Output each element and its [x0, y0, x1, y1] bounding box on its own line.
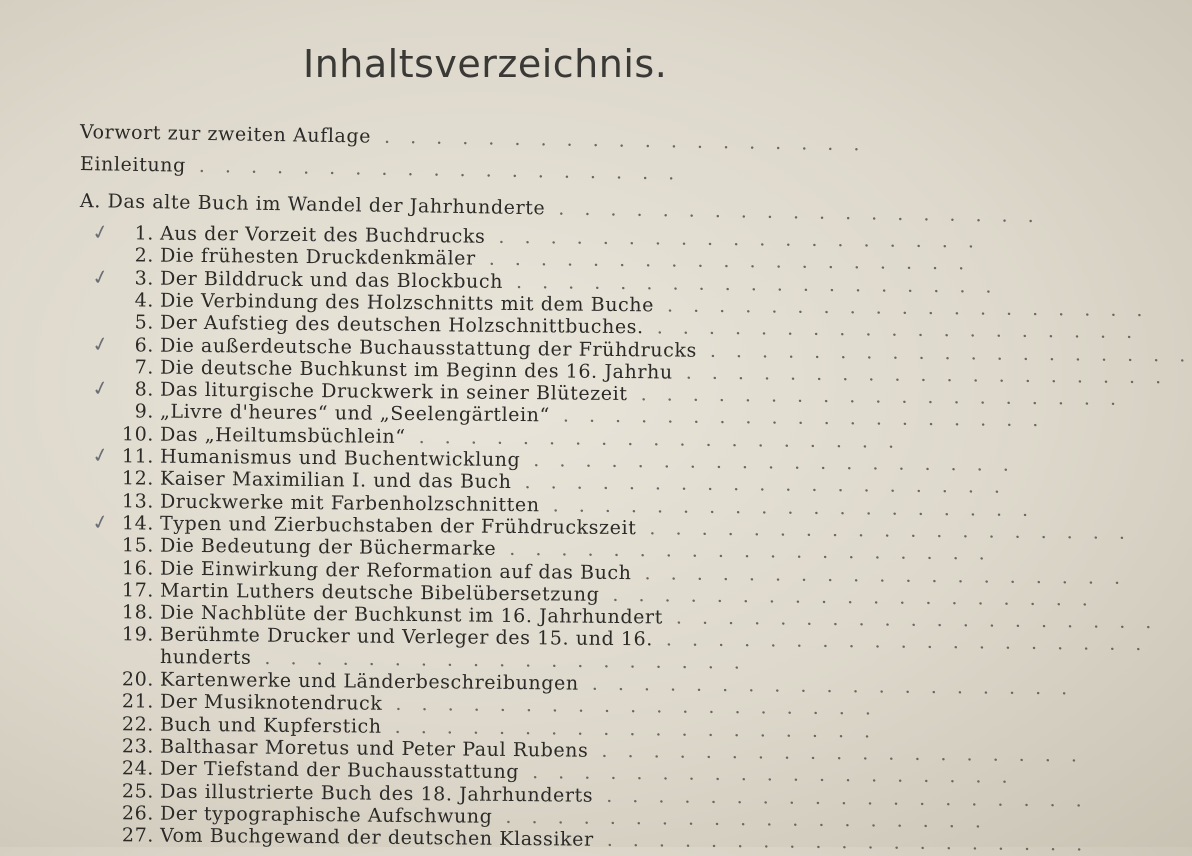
entry-title: Der Aufstieg des deutschen Holzschnittbuches.: [159, 311, 644, 339]
front-matter-entry: [80, 121, 867, 155]
leader-dots: . . . . . . . . . . . . . . . . . . .: [588, 739, 1085, 767]
leader-dots: . . . . . . . . . . . . . . . . . . .: [475, 247, 972, 275]
continuation-text: hunderts: [159, 645, 252, 669]
pencil-check-icon: ✓: [89, 508, 112, 536]
entry-title: Der Tiefstand der Buchausstattung: [159, 757, 520, 784]
entry-number: 5.: [134, 311, 155, 334]
entry-number: 1.: [134, 222, 155, 245]
entry-number: 12.: [121, 467, 155, 490]
leader-dots: . . . . . . . . . . . . . . . . . . .: [251, 646, 747, 674]
leader-dots: . . . . . . . . . . . . . . . . . . .: [485, 225, 982, 253]
leader-dots: . . . . . . . . . . . . . . . . . . .: [662, 606, 1159, 634]
entry-title: Die deutsche Buchkunst im Beginn des 16. Jahrhu: [159, 356, 673, 384]
entry-title: Das liturgische Druckwerk in seiner Blütezeit: [159, 378, 628, 406]
entry-number: 21.: [121, 690, 155, 713]
entry-number: 17.: [121, 579, 155, 602]
entry-title: „Livre d'heures“ und „Seelengärtlein“: [159, 400, 551, 427]
leader-dots: . . . . . . . . . . . . . . . . . . .: [381, 715, 878, 743]
leader-dots: . . . . . . . . . . . . . . . . . . .: [593, 828, 1090, 856]
entry-title: Buch und Kupferstich: [159, 713, 382, 738]
leader-dots: . . . . . . . . . . . . . . . . . . .: [578, 672, 1075, 700]
entry-title: Kaiser Maximilian I. und das Buch: [159, 467, 512, 494]
leader-dots: . . . . . . . . . . . . . . . . . . .: [672, 361, 1169, 389]
entry-number: 13.: [121, 489, 155, 513]
entry-number: 25.: [121, 779, 155, 803]
section-heading: [80, 190, 1041, 227]
entry-number: 24.: [121, 757, 155, 780]
entry-title: Das „Heiltumsbüchlein“: [159, 423, 406, 448]
entry-title: Vorwort zur zweiten Auflage: [79, 121, 372, 148]
entry-title: Vom Buchgewand der deutschen Klassiker: [159, 824, 594, 851]
entry-title: Balthasar Moretus und Peter Paul Rubens: [159, 735, 589, 762]
leader-dots: . . . . . . . . . . . . . . . . . . .: [593, 784, 1089, 811]
leader-dots: . . . . . . . . . . . . . . . . . . .: [627, 383, 1124, 410]
entry-title: Die Verbindung des Holzschnitts mit dem Buche: [159, 289, 655, 317]
entry-title: Kartenwerke und Länderbeschreibungen: [159, 668, 579, 695]
entry-number: 6.: [134, 333, 155, 357]
entry-title: Die Nachblüte der Buchkunst im 16. Jahrhundert: [159, 601, 664, 629]
leader-dots: . . . . . . . . . . . . . . . . . . .: [545, 197, 1041, 228]
leader-dots: . . . . . . . . . . . . . . . . . . .: [643, 316, 1140, 344]
entry-title: Die Bedeutung der Büchermarke: [159, 534, 497, 560]
leader-dots: . . . . . . . . . . . . . . . . . . .: [652, 628, 1149, 656]
front-matter-entry: [80, 153, 682, 184]
leader-dots: . . . . . . . . . . . . . . . . . . .: [382, 693, 879, 720]
page-title: Inhaltsverzeichnis.: [303, 42, 668, 86]
entry-number: 27.: [121, 824, 155, 847]
leader-dots: . . . . . . . . . . . . . . . . . . .: [539, 493, 1036, 521]
leader-dots: . . . . . . . . . . . . . . . . . . .: [502, 270, 999, 298]
entry-title: Die frühesten Druckdenkmäler: [159, 244, 476, 270]
entry-number: 26.: [121, 802, 155, 825]
entry-number: 9.: [134, 400, 155, 423]
pencil-check-icon: ✓: [89, 218, 112, 246]
entry-number: 14.: [121, 512, 155, 535]
leader-dots: . . . . . . . . . . . . . . . . . . .: [599, 583, 1095, 611]
entry-title: Der Bilddruck und das Blockbuch: [159, 267, 504, 293]
entry-title: Die außerdeutsche Buchausstattung der Frühdrucks: [159, 334, 697, 362]
leader-dots: . . . . . . . . . . . . . . . . . . .: [653, 294, 1150, 321]
leader-dots: . . . . . . . . . . . . . . . . . . .: [405, 425, 902, 453]
leader-dots: . . . . . . . . . . . . . . . . . . .: [185, 154, 682, 185]
entry-number: 2.: [134, 244, 155, 267]
entry-number: 15.: [121, 534, 155, 557]
pencil-check-icon: ✓: [89, 441, 112, 469]
pencil-check-icon: ✓: [89, 263, 112, 291]
leader-dots: . . . . . . . . . . . . . . . . . . .: [520, 449, 1016, 476]
entry-number: 19.: [121, 623, 155, 646]
leader-dots: . . . . . . . . . . . . . . . . . . .: [696, 339, 1192, 366]
entry-number: 11.: [121, 445, 155, 468]
leader-dots: . . . . . . . . . . . . . . . . . . .: [519, 761, 1015, 788]
entry-number: 22.: [121, 712, 155, 736]
entry-number: 10.: [121, 422, 155, 446]
leader-dots: . . . . . . . . . . . . . . . . . . .: [511, 471, 1008, 499]
leader-dots: . . . . . . . . . . . . . . . . . . .: [492, 805, 989, 833]
entry-title: Der Musiknotendruck: [159, 690, 383, 716]
pencil-check-icon: ✓: [89, 374, 112, 402]
leader-dots: . . . . . . . . . . . . . . . . . . .: [370, 125, 867, 156]
entry-title: A. Das alte Buch im Wandel der Jahrhunderte: [79, 190, 546, 220]
entry-number: 20.: [121, 668, 155, 691]
entry-title: Einleitung: [79, 153, 187, 177]
entry-title: Martin Luthers deutsche Bibelübersetzung: [159, 579, 600, 606]
entry-number: 18.: [121, 601, 155, 624]
leader-dots: . . . . . . . . . . . . . . . . . . .: [636, 517, 1133, 544]
entry-title: Humanismus und Buchentwicklung: [159, 445, 521, 472]
entry-number: 16.: [121, 556, 155, 580]
entry-title: Der typographische Aufschwung: [159, 802, 493, 828]
leader-dots: . . . . . . . . . . . . . . . . . . .: [549, 404, 1046, 432]
entry-number: 7.: [134, 356, 155, 379]
entry-number: 3.: [134, 266, 155, 290]
entry-number: 8.: [134, 378, 155, 401]
entry-title: Das illustrierte Buch des 18. Jahrhunderts: [159, 780, 594, 807]
leader-dots: . . . . . . . . . . . . . . . . . . .: [631, 561, 1128, 589]
entry-number: 23.: [121, 735, 155, 758]
entry-title: Typen und Zierbuchstaben der Frühdruckszeit: [159, 512, 637, 540]
entry-title: Druckwerke mit Farbenholzschnitten: [159, 490, 540, 516]
entry-title: Berühmte Drucker und Verleger des 15. und 16.: [159, 623, 654, 651]
entry-number: 4.: [134, 289, 155, 312]
leader-dots: . . . . . . . . . . . . . . . . . . .: [496, 537, 992, 565]
entry-title: Aus der Vorzeit des Buchdrucks: [159, 222, 486, 248]
entry-title: Die Einwirkung der Reformation auf das Buch: [159, 557, 632, 584]
pencil-check-icon: ✓: [89, 330, 112, 357]
